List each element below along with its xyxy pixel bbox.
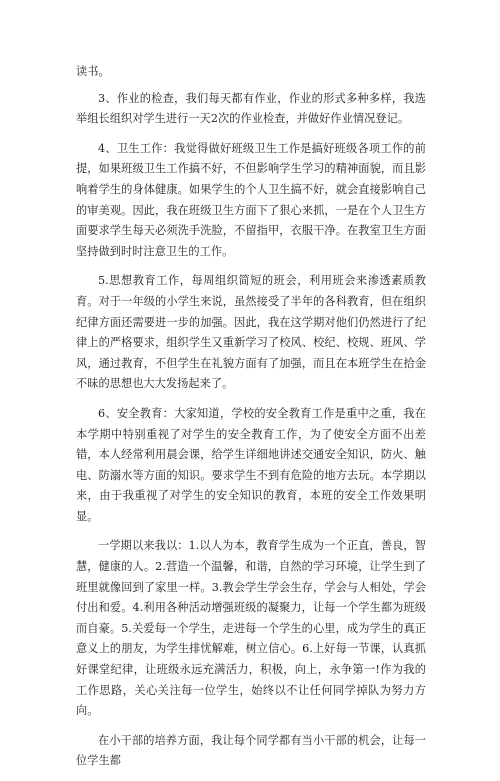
paragraph-reading-continued: 读书。 xyxy=(76,65,110,78)
paragraph-moral-education: 5.思想教育工作，每周组织简短的班会，利用班会来渗透素质教育。对于一年级的小学生来说，虽然接受了半年的各科教育，但在组织纪律方面还需要进一步的加强。因此，我在这学期对他们仍然进行了纪律上的严格要求，组织学生又重新学习了校风、校纪、校规、班风、学风，通过教育，不但学生在礼貌方面有了加强，而且在本班学生在拾金不昧的思想也大大发扬起来了。 xyxy=(76,274,426,391)
paragraph-semester-summary: 一学期以来我以：1.以人为本，教育学生成为一个正直，善良，智慧，健康的人。2.营造一个温馨，和谐，自然的学习环境，让学生到了班里就像回到了家里一样。3.教会学生学会生存，学会与人相处，学会付出和爱。4.利用各种活动增强班级的凝聚力，让每一个学生都为班级而自豪。5.关爱每一个学生，走进每一个学生的心里，成为学生的真正意义上的朋友，为学生排忧解难，树立信心。6.上好每一节课，认真抓好课堂纪律，让班级永远充满活力，积极，向上，永争第一!作为我的工作思路，关心关注每一位学生，始终以不让任何同学掉队为努力方向。 xyxy=(76,539,426,718)
document-body xyxy=(76,62,426,781)
paragraph-hygiene-work: 4、卫生工作：我觉得做好班级卫生工作是搞好班级各项工作的前提，如果班级卫生工作搞不好，不但影响学生学习的精神面貌，而且影响着学生的身体健康。如果学生的个人卫生搞不好，就会直接影响自己的审美观。因此，我在班级卫生方面下了狠心来抓，一是在个人卫生方面要求学生每天必须洗手洗脸，不留指甲，衣服干净。在教室卫生方面坚持做到时时注意卫生的工作。 xyxy=(76,141,426,258)
paragraph-class-cadre-training: 在小干部的培养方面，我让每个同学都有当小干部的机会，让每一位学生都 xyxy=(76,733,426,768)
paragraph-safety-education: 6、安全教育：大家知道，学校的安全教育工作是重中之重，我在本学期中特别重视了对学生的安全教育工作，为了使安全方面不出差错，本人经常利用晨会课，给学生详细地讲述交通安全知识，防火、触电、防溺水等方面的知识。要求学生不到有危险的地方去玩。本学期以来，由于我重视了对学生的安全知识的教育，本班的安全工作效果明显。 xyxy=(76,406,426,523)
paragraph-homework-check: 3、作业的检查，我们每天都有作业，作业的形式多种多样，我选举组长组织对学生进行一天2次的作业检查，并做好作业情况登记。 xyxy=(76,91,426,126)
